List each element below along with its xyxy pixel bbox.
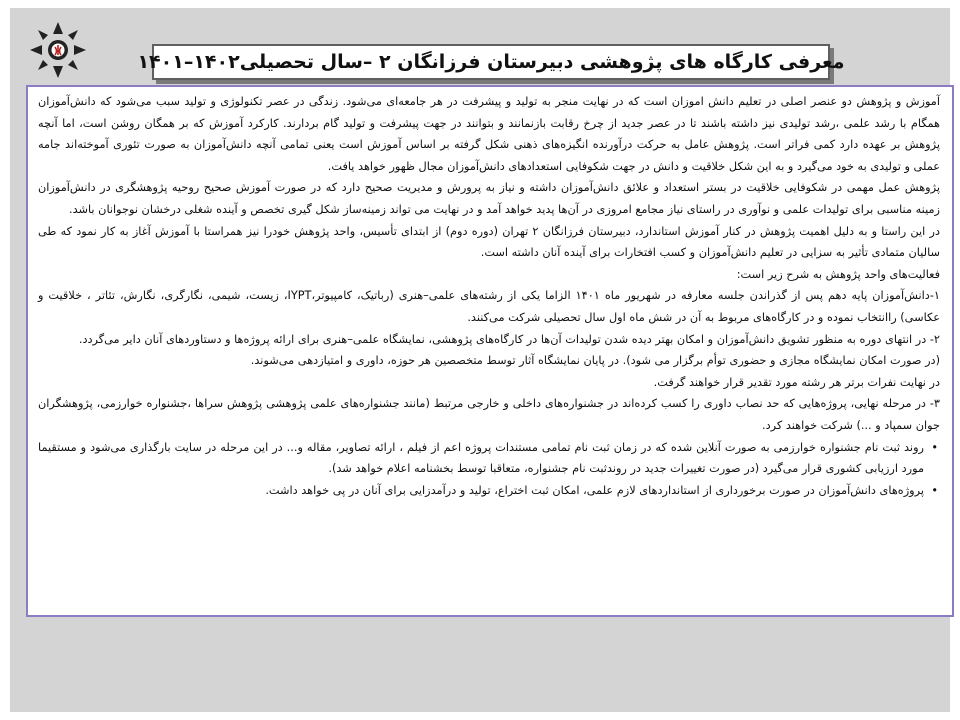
bullet-glyph: • bbox=[931, 440, 938, 454]
emblem-icon bbox=[30, 22, 86, 78]
intro-paragraph: آموزش و پژوهش دو عنصر اصلی در تعلیم دانش اموزان است که در نهایت منجر به تولید و پیشرفت در هر جامعه‌ای می‌شود. زندگی در عصر تکنولوژی و تولید سبب می‌شود که دانش‌آموزان همگام با رشد علمی ،رشد تولیدی نیز داشته باشند تا در عصر جدید از چرخ رقابت بازنمانند و بتوانند در جهت پیشرفت و تولید گام بردارند. کارکرد آموزش که بر همگان روشن است، اما آنچه پژوهش بر عهده دارد کمی فراتر است. پژوهش عامل به حرکت درآورنده انگیزه‌های ذهنی شکل گرفته بر اساس آموزش است یعنی تمامی آنچه دانش‌آموزان به صورت تئوری آموخته‌اند جامه عملی و تولیدی به خود می‌گیرد و به این شکل خلاقیت و دانش در جهت شکوفایی استعدادهای دانش‌آموزان مجال ظهور خواهد یافت. bbox=[38, 95, 940, 173]
activity-item-3: ۳- در مرحله نهایی، پروژه‌هایی که حد نصاب داوری را کسب کرده‌اند در جشنواره‌های داخلی و خارجی مرتبط (مانند جشنواره‌های علمی پژوهشی پژوهش سراها ،جشنواره خوارزمی، پژوهشگران جوان سمپاد و ...) شرکت خواهند کرد. bbox=[38, 397, 940, 432]
exhibition-note: (در صورت امکان نمایشگاه مجازی و حضوری توأم برگزار می شود). در پایان نمایشگاه آثار توسط متخصصین هر حوزه، داوری و امتیازدهی می‌شوند. bbox=[250, 354, 940, 368]
list-item bbox=[38, 437, 938, 480]
title-box bbox=[137, 44, 845, 80]
bullet-glyph: • bbox=[931, 483, 938, 497]
winners-note: در نهایت نفرات برتر هر رشته مورد تقدیر قرار خواهند گرفت. bbox=[653, 375, 940, 389]
content-frame bbox=[26, 85, 954, 617]
research-paragraph: پژوهش عمل مهمی در شکوفایی خلاقیت در بستر استعداد و علائق دانش‌آموزان داشته و نیاز به پرورش و مدیریت صحیح دارد که در صورت آموزش صحیح روحیه پژوهشگری در دانش‌آموزان زمینه مناسبی برای تولیدات علمی و نوآوری در راستای نیاز مجامع امروزی در آن‌ها پدید خواهد آمد و در نهایت می تواند زمینه‌ساز شکل گیری تخصص و آینده شغلی درخشان نوجوانان باشد. bbox=[38, 181, 940, 216]
bullet-list bbox=[38, 437, 940, 502]
activities-heading: فعالیت‌های واحد پژوهش به شرح زیر است: bbox=[736, 267, 940, 281]
school-paragraph: در این راستا و به دلیل اهمیت پژوهش در کنار آموزش استاندارد، دبیرستان فرزانگان ۲ تهران (دوره دوم) از ابتدای تأسیس، واحد پژوهش خودرا نیز همراستا با آموزش آغاز به کار نمود که طی سالیان متمادی تأثیر به سزایی در تعلیم دانش‌آموزان و کسب افتخارات برای آینده آنان داشته است. bbox=[38, 224, 940, 260]
page-title: معرفی کارگاه های پژوهشی دبیرستان فرزانگان ۲ –سال تحصیلی۱۴۰۲–۱۴۰۱ bbox=[137, 51, 845, 73]
list-item-text: روند ثبت نام جشنواره خوارزمی به صورت آنلاین شده که در زمان ثبت نام تمامی مستندات پروژه اعم از فیلم ، ارائه تصاویر، مقاله و... در این مرحله در سایت بارگذاری می‌شود و مستقیما مورد ارزیابی کشوری قرار می‌گیرد (در صورت تغییرات جدید در روندثبت نام جشنواره، متعاقبا توسط بخشنامه اعلام خواهد شد). bbox=[38, 440, 924, 476]
list-item-text: پروژه‌های دانش‌آموزان در صورت برخورداری از استانداردهای لازم علمی، امکان ثبت اختراع، تولید و درآمدزایی برای آنان در پی خواهد داشت. bbox=[265, 483, 924, 497]
slide-background bbox=[10, 8, 950, 712]
list-item bbox=[38, 480, 938, 502]
activity-item-2: ۲- در انتهای دوره به منظور تشویق دانش‌آموزان و امکان بهتر دیده شدن تولیدات آن‌ها در کارگاه‌های پژوهشی، نمایشگاه علمی–هنری برای ارائه پروژه‌ها و دستاوردهای آنان دایر می‌گردد. bbox=[78, 332, 940, 346]
activity-item-1: ۱-دانش‌آموزان پایه دهم پس از گذراندن جلسه معارفه در شهریور ماه ۱۴۰۱ الزاما یکی از رشته‌های علمی–هنری (رباتیک، کامپیوتر،IYPT، زیست، شیمی، نگارگری، نگارش، تئاتر ، خلاقیت و عکاسی) راانتخاب نموده و در کارگاه‌های مربوط به آن در شش ماه اول سال تحصیلی شرکت می‌کنند. bbox=[38, 289, 940, 324]
